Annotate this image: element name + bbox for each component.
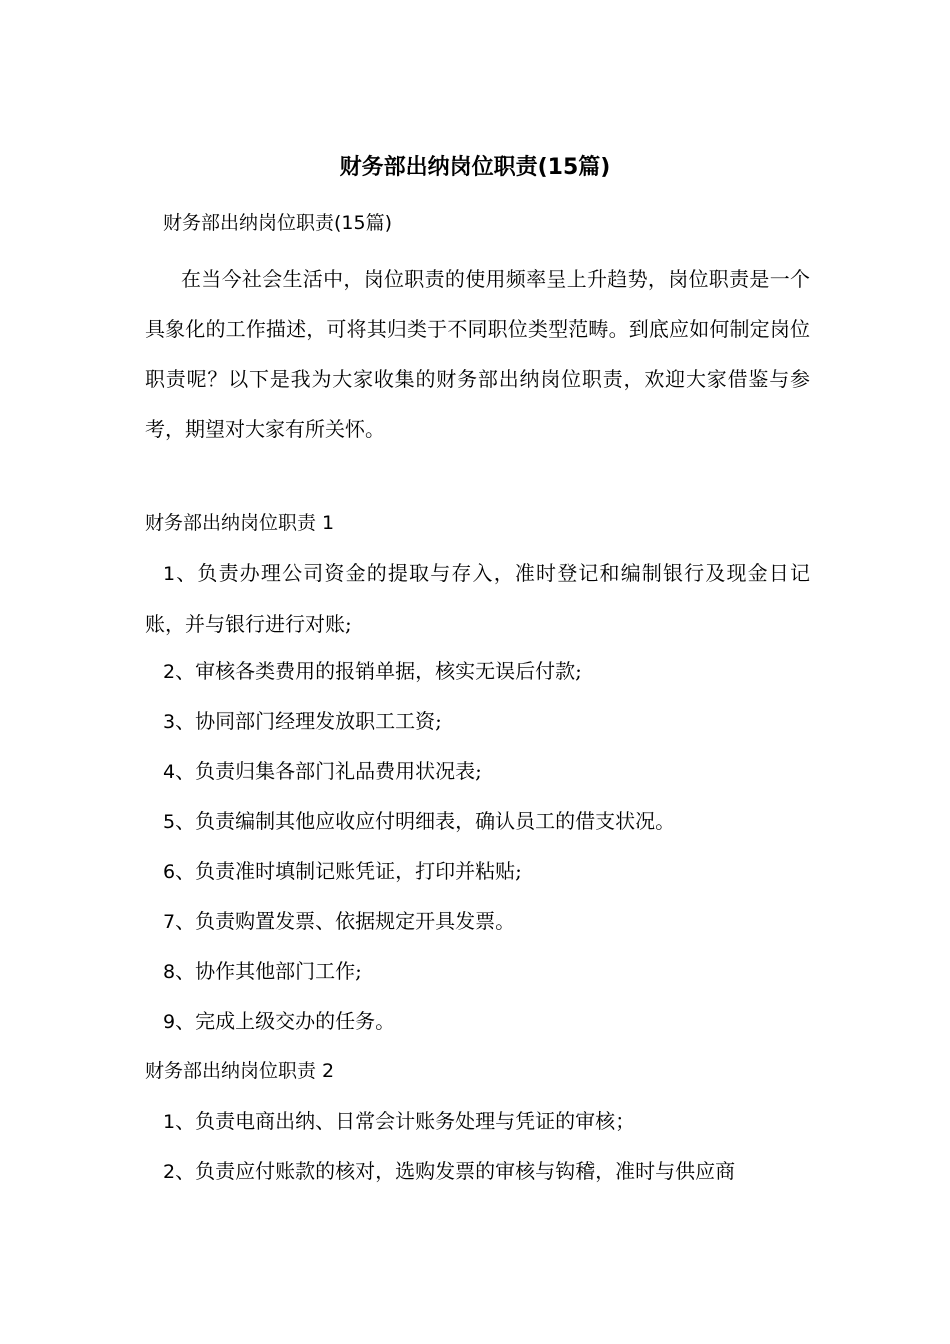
item-text: 、负责电商出纳、日常会计账务处理与凭证的审核； xyxy=(175,1109,636,1133)
list-item xyxy=(145,696,810,747)
item-text: 、完成上级交办的任务。 xyxy=(175,1009,396,1033)
item-number: 2 xyxy=(163,1161,176,1183)
list-item xyxy=(145,896,810,947)
item-number: 5 xyxy=(163,811,176,833)
item-number: 6 xyxy=(163,861,176,883)
list-item xyxy=(145,996,810,1047)
list-item xyxy=(145,1096,810,1147)
section-heading-1: 财务部出纳岗位职责 1 xyxy=(145,512,335,534)
item-number: 1 xyxy=(163,1111,176,1133)
item-text: 、负责准时填制记账凭证，打印并粘贴; xyxy=(175,859,522,883)
item-number: 8 xyxy=(163,961,176,983)
item-text: 、审核各类费用的报销单据，核实无误后付款; xyxy=(175,659,582,683)
list-item xyxy=(145,1146,810,1196)
item-text: 、协作其他部门工作; xyxy=(175,959,362,983)
intro-paragraph: 在当今社会生活中，岗位职责的使用频率呈上升趋势，岗位职责是一个具象化的工作描述，可将其归类于不同职位类型范畴。到底应如何制定岗位职责呢？以下是我为大家收集的财务部出纳岗位职责，欢迎大家借鉴与参考，期望对大家有所关怀。 xyxy=(145,267,810,441)
item-text: 、负责归集各部门礼品费用状况表; xyxy=(175,759,482,783)
item-number: 1 xyxy=(163,563,176,585)
item-number: 4 xyxy=(163,761,176,783)
item-number: 7 xyxy=(163,911,176,933)
document-subtitle: 财务部出纳岗位职责(15篇) xyxy=(163,212,393,234)
list-item xyxy=(145,548,810,649)
list-item xyxy=(145,646,810,697)
item-text: 、协同部门经理发放职工工资; xyxy=(175,709,442,733)
list-item xyxy=(145,846,810,897)
item-number: 9 xyxy=(163,1011,176,1033)
item-number: 2 xyxy=(163,661,176,683)
item-text: 、负责购置发票、依据规定开具发票。 xyxy=(175,909,516,933)
item-text: 、负责编制其他应收应付明细表，确认员工的借支状况。 xyxy=(175,809,676,833)
list-item xyxy=(145,746,810,797)
section-heading-2: 财务部出纳岗位职责 2 xyxy=(145,1060,335,1082)
list-item xyxy=(145,946,810,997)
item-text: 、负责办理公司资金的提取与存入，准时登记和编制银行及现金日记账，并与银行进行对账; xyxy=(145,561,810,636)
list-item xyxy=(145,796,810,847)
item-text: 、负责应付账款的核对，选购发票的审核与钩稽，准时与供应商 xyxy=(175,1159,736,1183)
item-number: 3 xyxy=(163,711,176,733)
document-title: 财务部出纳岗位职责(15篇) xyxy=(339,155,611,180)
